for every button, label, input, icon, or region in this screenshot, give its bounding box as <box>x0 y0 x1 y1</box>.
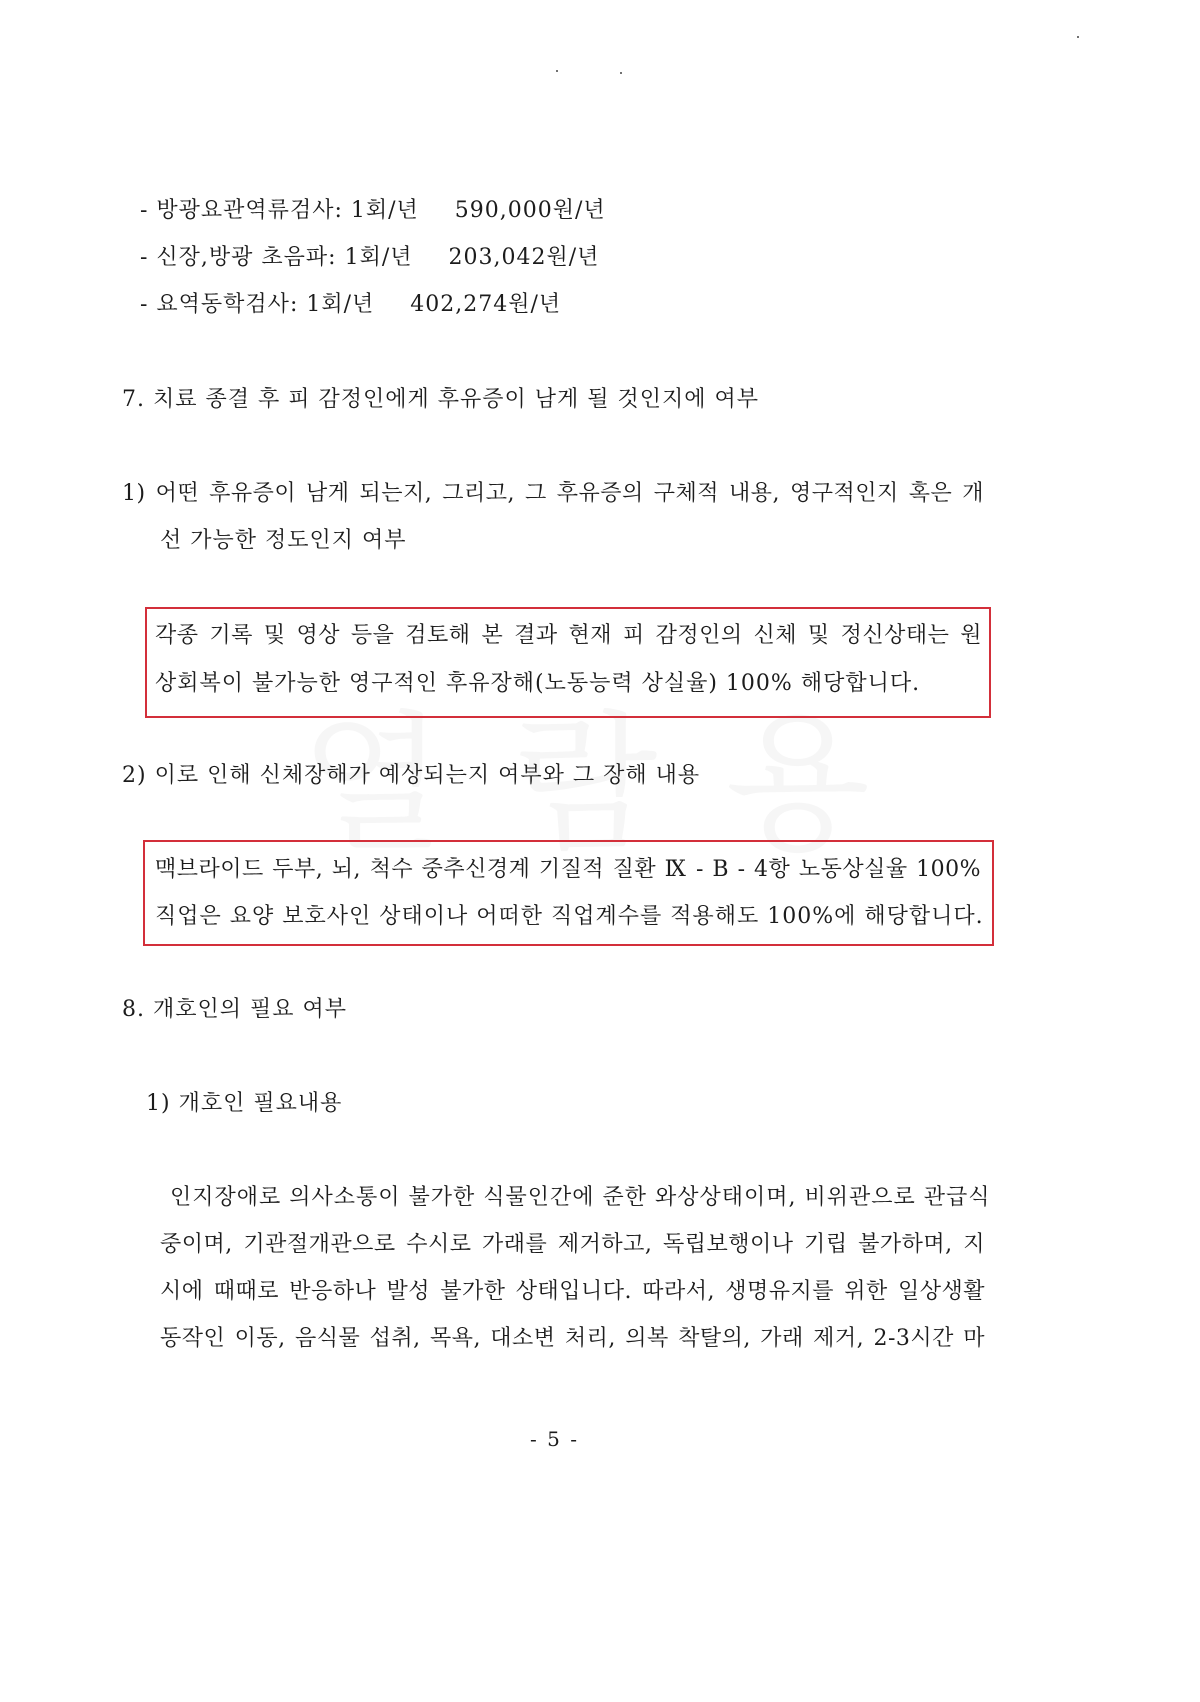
answer-2-line-1: 맥브라이드 두부, 뇌, 척수 중추신경계 기질적 질환 Ⅸ - B - 4항 노동상실율 100% <box>155 857 981 882</box>
cost-item <box>140 290 561 320</box>
scan-speck <box>556 70 558 72</box>
paragraph-line-2: 중이며, 기관절개관으로 수시로 가래를 제거하고, 독립보행이나 기립 불가하며, 지 <box>160 1232 985 1257</box>
cost-item <box>140 243 599 273</box>
paragraph-line-4: 동작인 이동, 음식물 섭취, 목욕, 대소변 처리, 의복 착탈의, 가래 제거, 2-3시간 마 <box>160 1326 985 1351</box>
cost-item-name: - 요역동학검사: 1회/년 <box>140 292 375 317</box>
answer-2-line-2: 직업은 요양 보호사인 상태이나 어떠한 직업계수를 적용해도 100%에 해당합니다. <box>155 904 984 929</box>
section-7-question-1-line-2: 선 가능한 정도인지 여부 <box>160 528 407 553</box>
cost-item-name: - 신장,방광 초음파: 1회/년 <box>140 245 413 270</box>
scan-speck <box>620 72 622 74</box>
paragraph-line-1: 인지장애로 의사소통이 불가한 식물인간에 준한 와상상태이며, 비위관으로 관급식 <box>170 1185 991 1210</box>
answer-1-line-2: 상회복이 불가능한 영구적인 후유장해(노동능력 상실율) 100% 해당합니다. <box>155 671 921 696</box>
page-number: - 5 - <box>530 1427 579 1451</box>
section-7-question-2: 2) 이로 인해 신체장해가 예상되는지 여부와 그 장해 내용 <box>122 763 701 788</box>
cost-item-amount: 203,042원/년 <box>448 245 600 270</box>
section-8-subheading: 1) 개호인 필요내용 <box>146 1091 343 1116</box>
answer-1-highlight-box <box>145 607 991 718</box>
cost-item-amount: 402,274원/년 <box>410 292 562 317</box>
cost-item-name: - 방광요관역류검사: 1회/년 <box>140 198 419 223</box>
answer-2-highlight-box <box>143 840 994 946</box>
answer-1-line-1: 각종 기록 및 영상 등을 검토해 본 결과 현재 피 감정인의 신체 및 정신상태는 원 <box>155 623 982 648</box>
paragraph-line-3: 시에 때때로 반응하나 발성 불가한 상태입니다. 따라서, 생명유지를 위한 일상생활 <box>160 1279 985 1304</box>
cost-item <box>140 196 606 226</box>
section-7-question-1-line-1: 1) 어떤 후유증이 남게 되는지, 그리고, 그 후유증의 구체적 내용, 영구적인지 혹은 개 <box>122 481 984 506</box>
cost-item-amount: 590,000원/년 <box>454 198 606 223</box>
section-8-heading: 8. 개호인의 필요 여부 <box>122 997 347 1022</box>
scan-speck <box>1077 36 1079 38</box>
section-7-heading: 7. 치료 종결 후 피 감정인에게 후유증이 남게 될 것인지에 여부 <box>122 387 759 412</box>
